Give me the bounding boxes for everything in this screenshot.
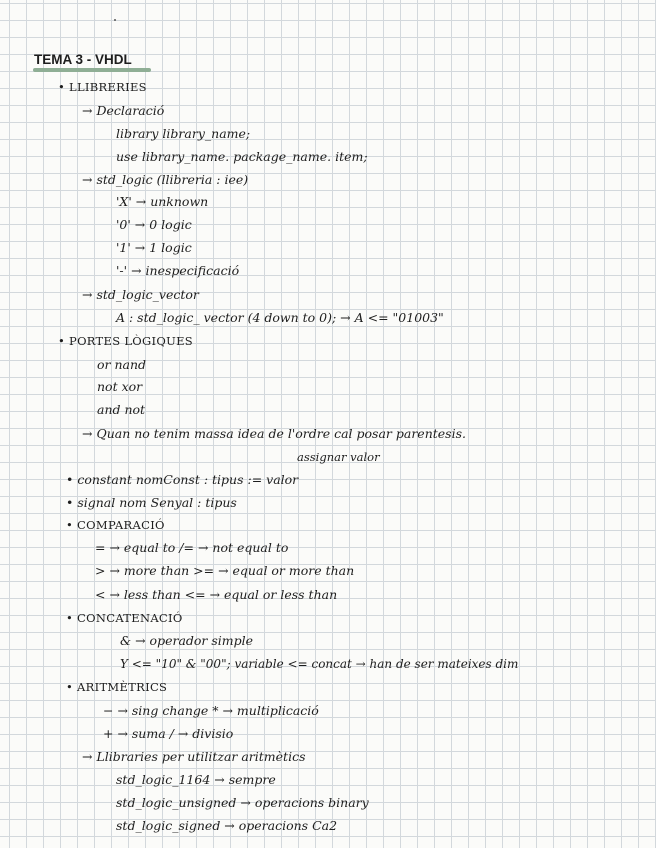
section-heading-concatenacio: • CONCATENACIÓ — [66, 611, 183, 625]
note-line: • constant nomConst : tipus := valor — [66, 472, 299, 487]
note-line: → Quan no tenim massa idea de l'ordre cal posar parentesis. — [82, 426, 466, 441]
note-line: → Llibraries per utilitzar aritmètics — [82, 749, 306, 764]
code-line: use library_name. package_name. item; — [116, 149, 368, 164]
note-line: '1' → 1 logic — [116, 240, 192, 255]
section-heading-comparacio: • COMPARACIÓ — [66, 518, 165, 532]
note-line: − → sing change * → multiplicació — [103, 703, 319, 718]
note-line: → std_logic_vector — [82, 287, 199, 302]
note-line: std_logic_1164 → sempre — [116, 772, 276, 787]
note-line: < → less than <= → equal or less than — [95, 587, 338, 602]
note-line: + → suma / → divisio — [103, 726, 234, 741]
note-line: std_logic_unsigned → operacions binary — [116, 795, 369, 810]
note-line: → Declaració — [82, 103, 165, 118]
note-line: → std_logic (llibreria : iee) — [82, 172, 249, 187]
ink-dot — [114, 19, 116, 21]
note-line: 'X' → unknown — [116, 194, 209, 209]
note-line: not xor — [97, 379, 143, 394]
note-line: > → more than >= → equal or more than — [95, 563, 355, 578]
note-line: = → equal to /= → not equal to — [95, 540, 289, 555]
note-line: '0' → 0 logic — [116, 217, 192, 232]
page-title: TEMA 3 - VHDL — [34, 52, 132, 67]
code-line: A : std_logic_ vector (4 down to 0); → A <= "01003" — [116, 310, 444, 325]
note-line: std_logic_signed → operacions Ca2 — [116, 818, 338, 833]
note-line: • signal nom Senyal : tipus — [66, 495, 237, 510]
note-line: and not — [97, 402, 146, 417]
section-heading-aritmetrics: • ARITMÈTRICS — [66, 680, 168, 694]
note-line: or nand — [97, 357, 147, 372]
section-heading-portes-logiques: • PORTES LÒGIQUES — [58, 334, 193, 348]
note-line: '-' → inespecificació — [116, 263, 240, 278]
code-line: Y <= "10" & "00"; variable <= concat → han de ser mateixes dim — [120, 657, 519, 671]
code-line: library library_name; — [116, 126, 251, 141]
title-highlight — [33, 68, 151, 72]
section-heading-llibreries: • LLIBRERIES — [58, 80, 147, 94]
note-line: & → operador simple — [120, 633, 254, 648]
annotation-above: assignar valor — [297, 450, 380, 464]
